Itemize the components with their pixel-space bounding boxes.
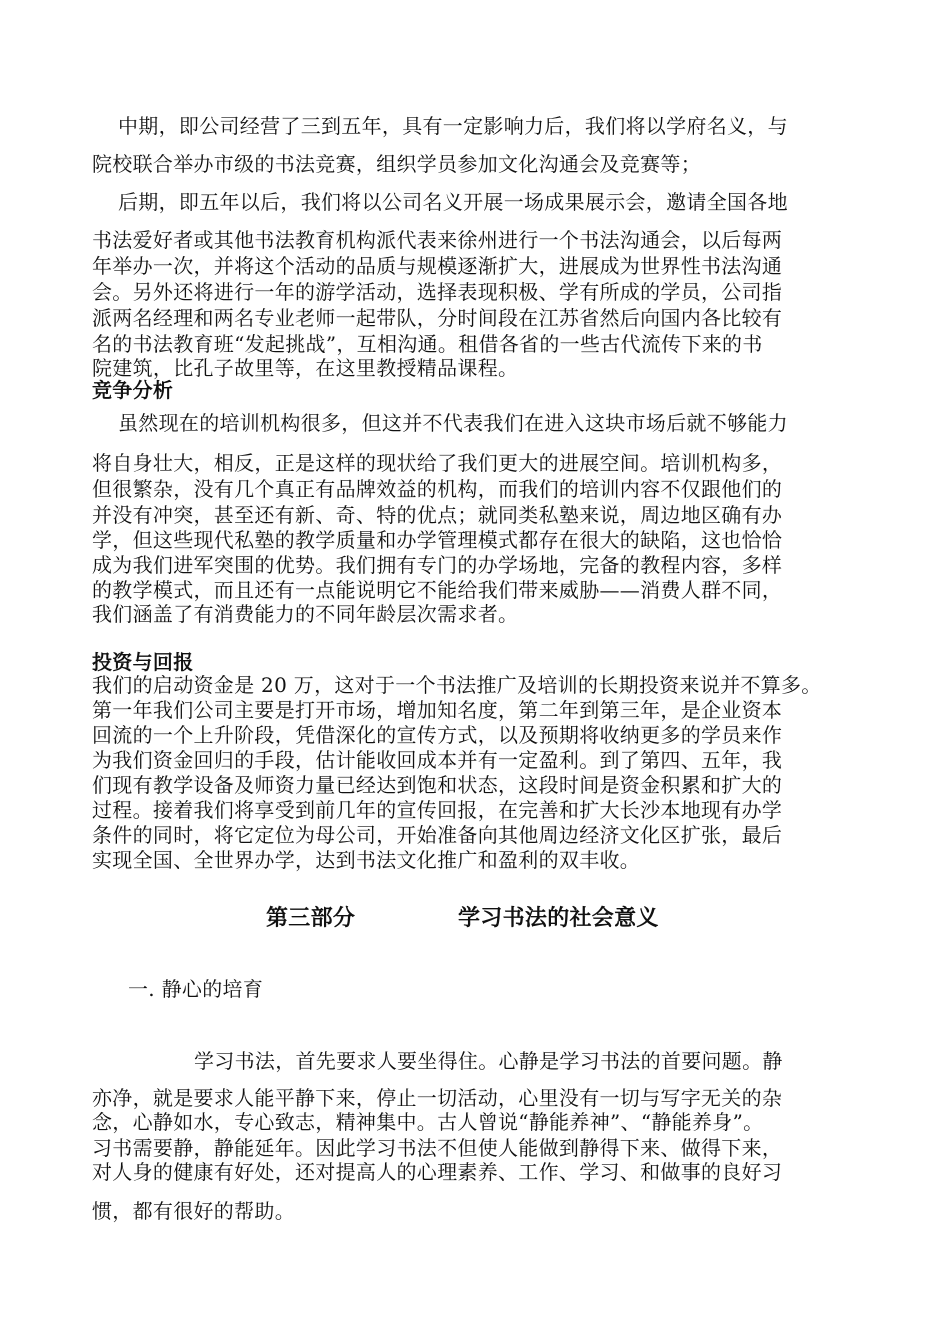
- paragraph-line: 的教学模式，而且还有一点能说明它不能给我们带来威胁——消费人群不同，: [92, 578, 783, 602]
- paragraph-line: 中期，即公司经营了三到五年，具有一定影响力后，我们将以学府名义，与: [118, 114, 788, 138]
- paragraph-line: 过程。接着我们将享受到前几年的宣传回报，在完善和扩大长沙本地现有办学: [92, 798, 783, 822]
- paragraph-line: 我们涵盖了有消费能力的不同年龄层次需求者。: [92, 602, 519, 626]
- paragraph-line: 回流的一个上升阶段，凭借深化的宣传方式，以及预期将收纳更多的学员来作: [92, 723, 783, 747]
- paragraph-line: 书法爱好者或其他书法教育机构派代表来徐州进行一个书法沟通会，以后每两: [92, 228, 783, 252]
- paragraph-line: 虽然现在的培训机构很多，但这并不代表我们在进入这块市场后就不够能力: [118, 411, 788, 435]
- paragraph-line: 派两名经理和两名专业老师一起带队，分时间段在江苏省然后向国内各比较有: [92, 306, 783, 330]
- paragraph-line: 习书需要静，静能延年。因此学习书法不但使人能做到静得下来、做得下来，: [92, 1136, 783, 1160]
- section-heading-investment: 投资与回报: [92, 650, 194, 674]
- paragraph-line: 第一年我们公司主要是打开市场，增加知名度，第二年到第三年，是企业资本: [92, 698, 783, 722]
- paragraph-line: 为我们资金回归的手段，估计能收回成本并有一定盈利。到了第四、五年，我: [92, 748, 783, 772]
- paragraph-line: 名的书法教育班“发起挑战”，互相沟通。租借各省的一些古代流传下来的书: [92, 332, 763, 356]
- subsection-heading: 一. 静心的培育: [128, 977, 264, 1001]
- paragraph-line: 惯，都有很好的帮助。: [92, 1199, 295, 1223]
- paragraph-line: 会。另外还将进行一年的游学活动，选择表现积极、学有所成的学员，公司指: [92, 280, 783, 304]
- paragraph-line: 们现有教学设备及师资力量已经达到饱和状态，这段时间是资金积累和扩大的: [92, 773, 783, 797]
- paragraph-line: 院校联合举办市级的书法竞赛，组织学员参加文化沟通会及竞赛等；: [92, 152, 701, 176]
- paragraph-line: 后期，即五年以后，我们将以公司名义开展一场成果展示会，邀请全国各地: [118, 190, 788, 214]
- paragraph-line: 学习书法，首先要求人要坐得住。心静是学习书法的首要问题。静: [194, 1049, 783, 1073]
- paragraph-line: 实现全国、全世界办学，达到书法文化推广和盈利的双丰收。: [92, 848, 641, 872]
- paragraph-line: 我们的启动资金是 20 万，这对于一个书法推广及培训的长期投资来说并不算多。: [92, 673, 822, 697]
- paragraph-line: 年举办一次，并将这个活动的品质与规模逐渐扩大，进展成为世界性书法沟通: [92, 254, 783, 278]
- paragraph-line: 念，心静如水，专心致志，精神集中。古人曾说“静能养神”、“静能养身”。: [92, 1110, 764, 1134]
- paragraph-line: 并没有冲突，甚至还有新、奇、特的优点；就同类私塾来说，周边地区确有办: [92, 503, 783, 527]
- paragraph-line: 院建筑，比孔子故里等，在这里教授精品课程。: [92, 356, 519, 380]
- paragraph-line: 亦净，就是要求人能平静下来，停止一切活动，心里没有一切与写字无关的杂: [92, 1086, 783, 1110]
- part-three-title: 学习书法的社会意义: [458, 906, 659, 931]
- part-three-label: 第三部分: [266, 906, 356, 931]
- paragraph-line: 对人身的健康有好处，还对提高人的心理素养、工作、学习、和做事的良好习: [92, 1160, 783, 1184]
- paragraph-line: 但很繁杂，没有几个真正有品牌效益的机构，而我们的培训内容不仅跟他们的: [92, 477, 783, 501]
- paragraph-line: 将自身壮大，相反，正是这样的现状给了我们更大的进展空间。培训机构多，: [92, 451, 783, 475]
- paragraph-line: 成为我们进军突围的优势。我们拥有专门的办学场地，完备的教程内容，多样: [92, 553, 783, 577]
- paragraph-line: 学，但这些现代私塾的教学质量和办学管理模式都存在很大的缺陷，这也恰恰: [92, 528, 783, 552]
- section-heading-competition: 竞争分析: [92, 378, 174, 402]
- paragraph-line: 条件的同时，将它定位为母公司，开始准备向其他周边经济文化区扩张，最后: [92, 823, 783, 847]
